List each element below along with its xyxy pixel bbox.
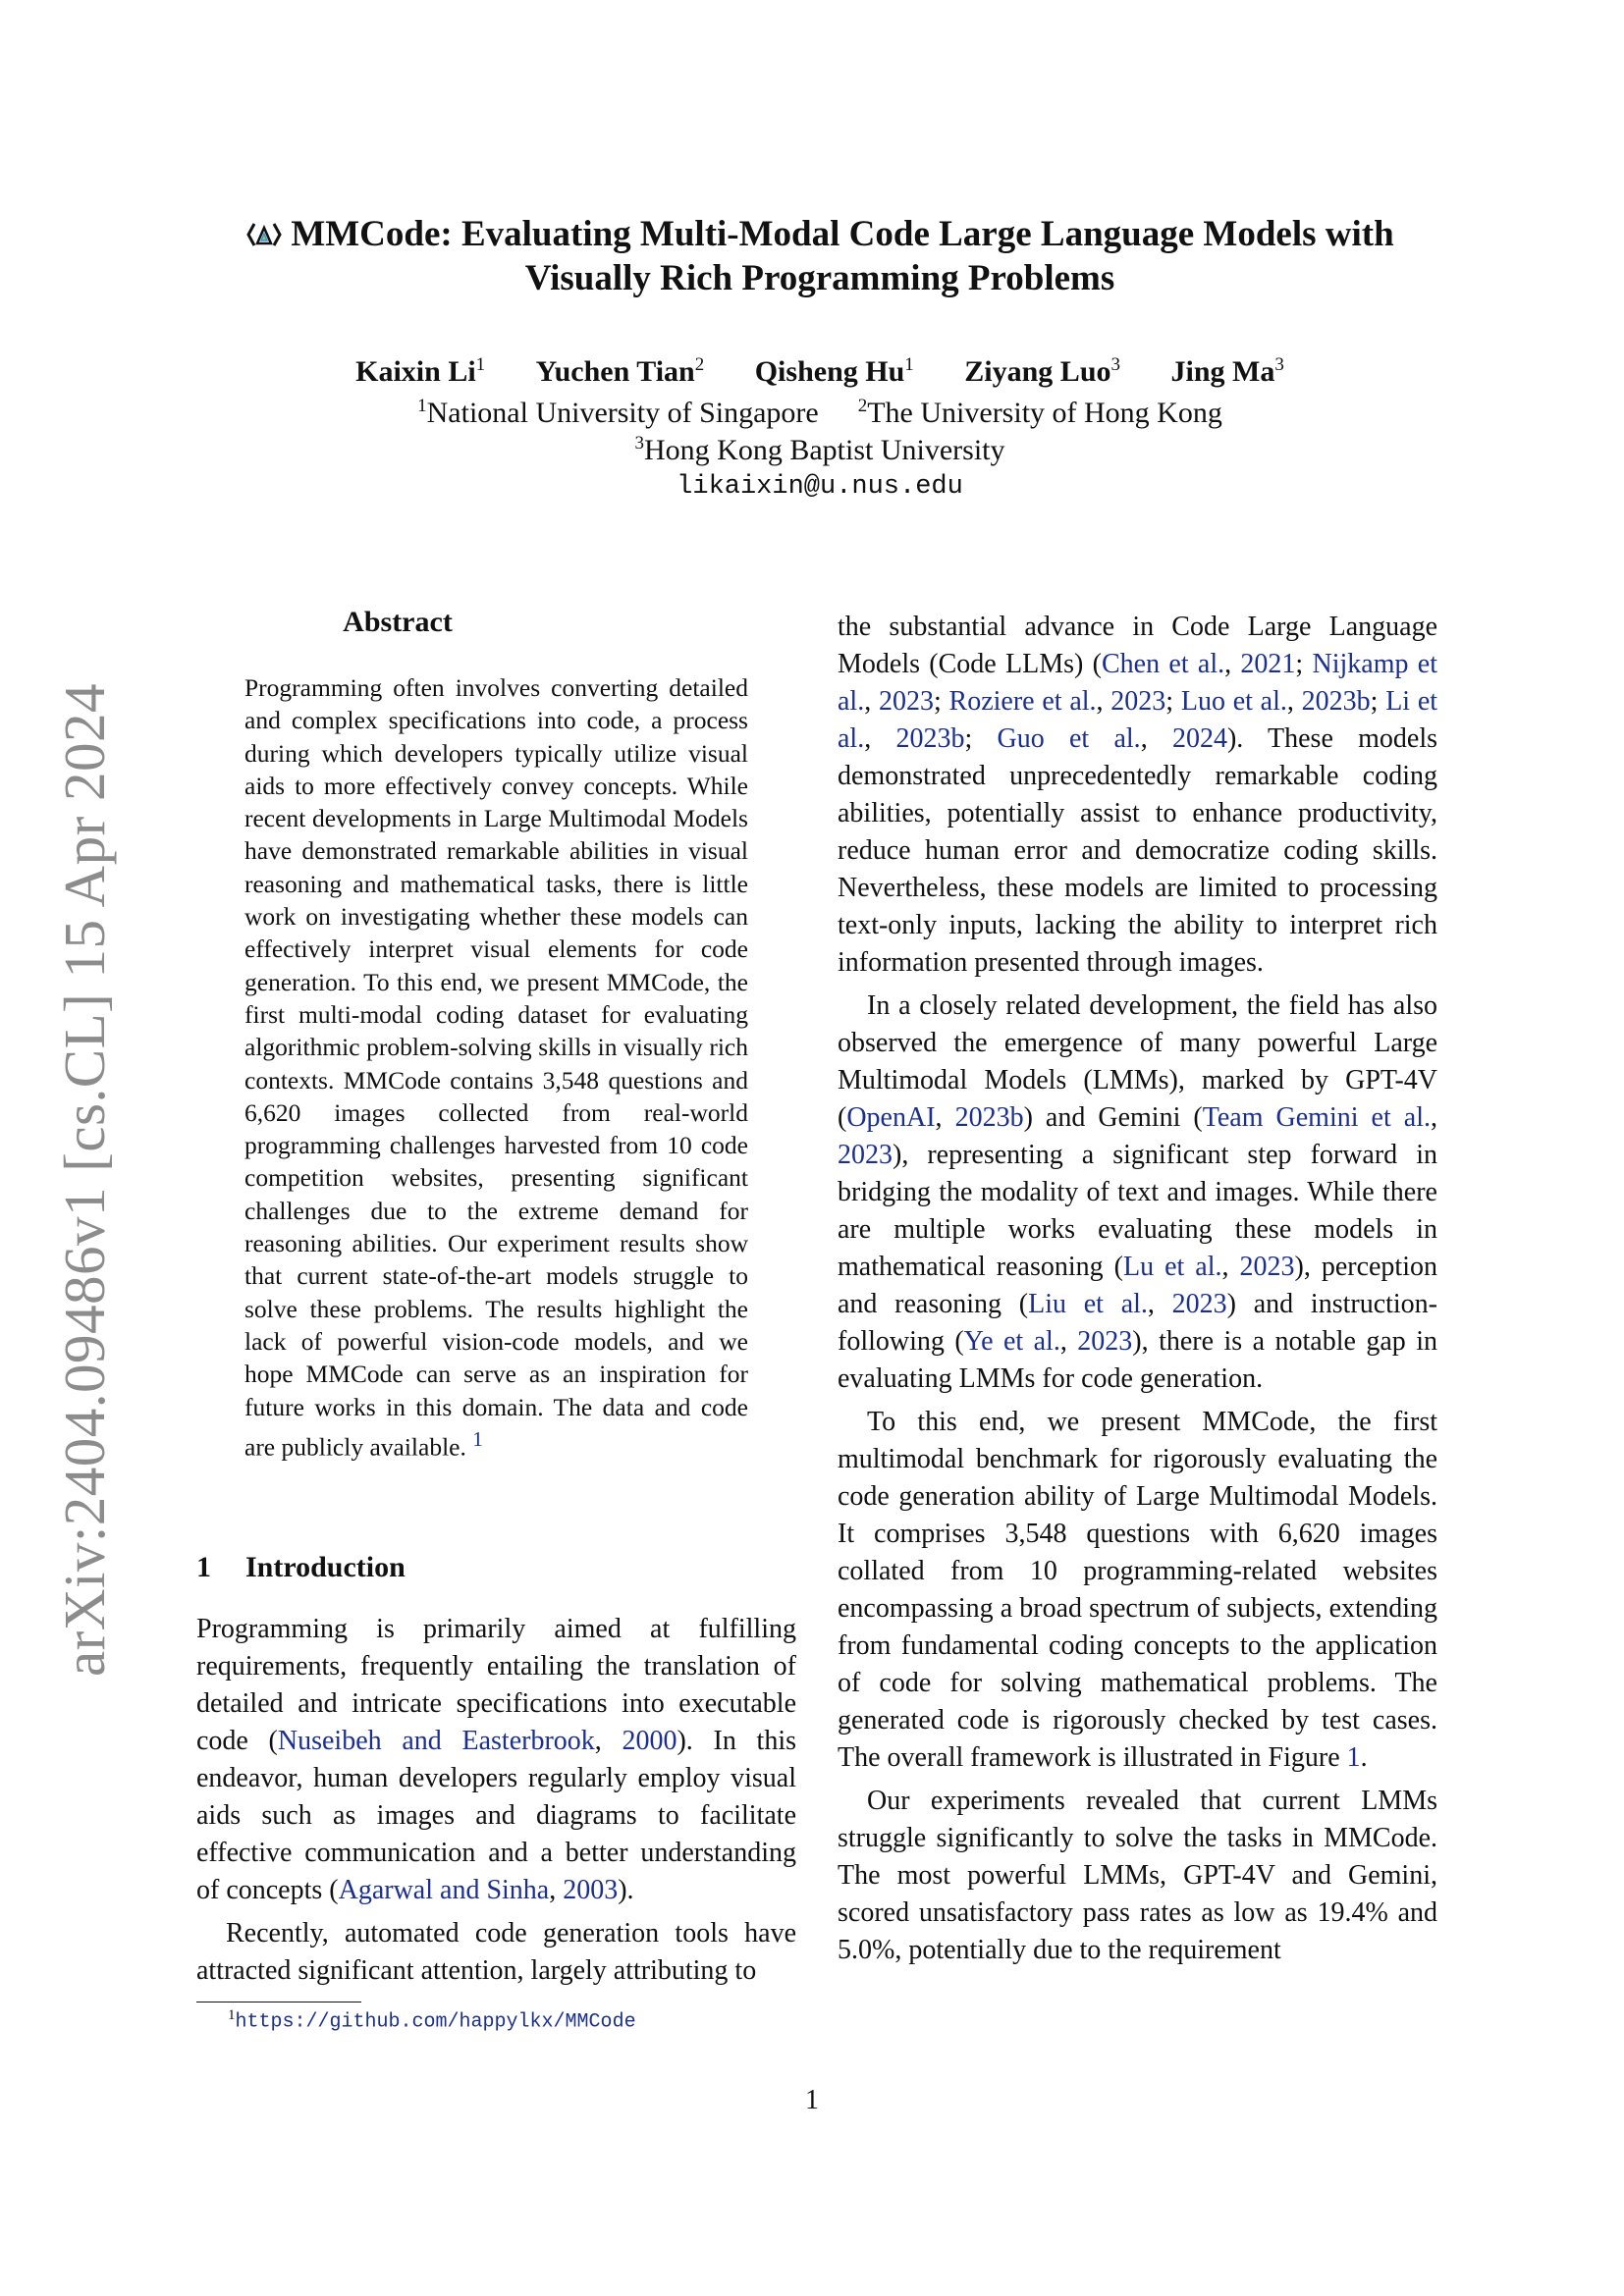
citation-link[interactable]: Agarwal and Sinha xyxy=(338,1875,550,1905)
footnote-url-link[interactable]: https://github.com/happylkx/MMCode xyxy=(235,2010,636,2034)
citation-link[interactable]: 2023 xyxy=(1110,686,1166,717)
citation-link[interactable]: Li et al. xyxy=(838,686,1438,754)
citation-link[interactable]: Liu et al. xyxy=(1028,1289,1148,1319)
citation-link[interactable]: Roziere et al. xyxy=(948,686,1097,717)
title-line-2: Visually Rich Programming Problems xyxy=(524,258,1115,298)
citation-link[interactable]: Ye et al. xyxy=(963,1326,1060,1357)
section-heading: 1 Introduction xyxy=(196,1551,406,1583)
author: Kaixin Li$^1$ xyxy=(355,354,486,388)
paragraph: Recently, automated code generation tools have attracted significant attention, largely attributing to xyxy=(196,1918,796,1986)
paragraph: Programming is primarily aimed at fulfilling requirements, frequently entailing the translation of detailed and intricate specifications into executable code (Nuseibeh and Easterbrook, 2000). In this endeavor, human developers regularly employ visual aids such as images and diagrams to facilitate effective communication and a better understanding of concepts (Agarwal and Sinha, 2003). xyxy=(196,1614,796,1905)
page-number: 1 xyxy=(805,2085,819,2115)
author: Yuchen Tian$^2$ xyxy=(535,354,705,388)
citation-link[interactable]: 2023 xyxy=(878,686,934,717)
author-list xyxy=(147,354,1492,389)
citation-link[interactable]: Guo et al. xyxy=(997,723,1141,754)
abstract-heading: Abstract xyxy=(343,606,453,638)
affiliations-line-1: $^1$National University of Singapore $^2$The University of Hong Kong xyxy=(417,396,1222,429)
affiliations-line-2: $^3$Hong Kong Baptist University xyxy=(634,433,1005,466)
contact-email[interactable]: likaixin@u.nus.edu xyxy=(677,472,963,502)
arxiv-stamp: arXiv:2404.09486v1 [cs.CL] 15 Apr 2024 xyxy=(52,682,117,1677)
citation-link[interactable]: 2024 xyxy=(1171,723,1227,754)
citation-link[interactable]: OpenAI xyxy=(846,1102,936,1133)
footnote-link[interactable]: 1 xyxy=(472,1426,483,1451)
citation-link[interactable]: Team Gemini et al. xyxy=(1202,1102,1431,1133)
paper-title xyxy=(147,212,1492,300)
citation-link[interactable]: 2023 xyxy=(1239,1252,1295,1282)
title-line-1: MMCode: Evaluating Multi-Modal Code Large Language Models with xyxy=(291,214,1394,254)
author: Ziyang Luo$^3$ xyxy=(964,354,1121,388)
citation-link[interactable]: Nijkamp et al. xyxy=(838,649,1438,717)
abstract-body: Programming often involves converting detailed and complex specifications into code, a process during which developers typically utilize visual aids to more effectively convey concepts. While recent developments in Large Multimodal Models have demonstrated remarkable abilities in visual reasoning and mathematical tasks, there is little work on investigating whether these models can effectively interpret visual elements for code generation. To this end, we present MMCode, the first multi-modal coding dataset for evaluating algorithmic problem-solving skills in visually rich contexts. MMCode contains 3,548 questions and 6,620 images collected from real-world programming challenges harvested from 10 code competition websites, presenting significant challenges due to the extreme demand for reasoning abilities. Our experiment results show that current state-of-the-art models struggle to solve these problems. The results highlight the lack of powerful vision-code models, and we hope MMCode can serve as an inspiration for future works in this domain. The data and code are publicly available. $^1$ xyxy=(244,673,748,1462)
citation-link[interactable]: 2023b xyxy=(895,723,965,754)
citation-link[interactable]: Lu et al. xyxy=(1122,1252,1222,1282)
right-column xyxy=(838,609,1437,1975)
citation-link[interactable]: 2023 xyxy=(838,1140,893,1170)
citation-link[interactable]: 2023 xyxy=(1171,1289,1227,1319)
citation-link[interactable]: 2023b xyxy=(954,1102,1024,1133)
citation-link[interactable]: Luo et al. xyxy=(1180,686,1287,717)
citation-link[interactable]: 2000 xyxy=(622,1726,677,1756)
left-column xyxy=(196,1611,796,1996)
author: Jing Ma$^3$ xyxy=(1170,354,1284,388)
mmcode-logo-icon xyxy=(245,220,283,249)
citation-link[interactable]: 2023 xyxy=(1077,1326,1133,1357)
citation-link[interactable]: Nuseibeh and Easterbrook xyxy=(277,1726,595,1756)
paragraph: To this end, we present MMCode, the first multimodal benchmark for rigorously evaluating the code generation ability of Large Multimodal Models. It comprises 3,548 questions with 6,620 images collated from 10 programming-related websites encompassing a broad spectrum of subjects, extending from fundamental coding concepts to the application of code for solving mathematical problems. The generated code is rigorously checked by test cases. The overall framework is illustrated in Figure 1. xyxy=(838,1407,1437,1773)
paragraph: In a closely related development, the field has also observed the emergence of many powerful Large Multimodal Models (LMMs), marked by GPT-4V (OpenAI, 2023b) and Gemini (Team Gemini et al., 2023), representing a significant step forward in bridging the modality of text and images. While there are multiple works evaluating these models in mathematical reasoning (Lu et al., 2023), perception and reasoning (Liu et al., 2023) and instruction-following (Ye et al., 2023), there is a notable gap in evaluating LMMs for code generation. xyxy=(838,990,1438,1394)
paragraph: the substantial advance in Code Large Language Models (Code LLMs) (Chen et al., 2021; Nijkamp et al., 2023; Roziere et al., 2023; Luo et al., 2023b; Li et al., 2023b; Guo et al., 2024). These models demonstrated unprecedentedly remarkable coding abilities, potentially assist to enhance productivity, reduce human error and democratize coding skills. Nevertheless, these models are limited to processing text-only inputs, lacking the ability to interpret rich information presented through images. xyxy=(838,612,1438,978)
citation-link[interactable]: 2003 xyxy=(563,1875,619,1905)
citation-link[interactable]: 2021 xyxy=(1240,649,1296,679)
paragraph: Our experiments revealed that current LMMs struggle significantly to solve the tasks in MMCode. The most powerful LMMs, GPT-4V and Gemini, scored unsatisfactory pass rates as low as 19.4% and 5.0%, potentially due to the requirement xyxy=(838,1786,1437,1965)
author: Qisheng Hu$^1$ xyxy=(754,354,914,388)
citation-link[interactable]: 2023b xyxy=(1301,686,1371,717)
figure-ref-link[interactable]: 1 xyxy=(1346,1742,1361,1773)
footnote: $^1$https://github.com/happylkx/MMCode xyxy=(228,2007,636,2034)
citation-link[interactable]: Chen et al. xyxy=(1101,649,1225,679)
